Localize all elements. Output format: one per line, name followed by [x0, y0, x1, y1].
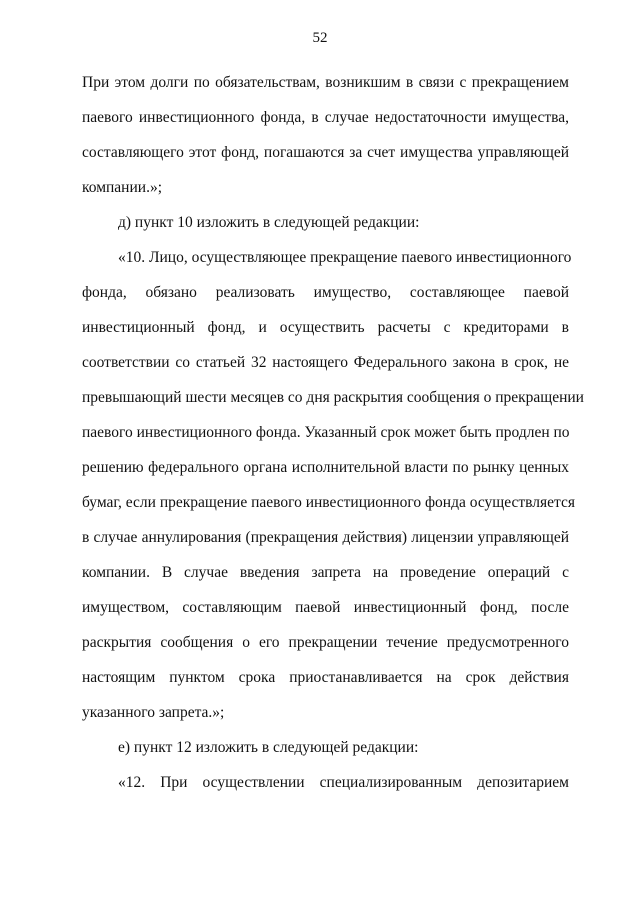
text-line: компании. В случае введения запрета на проведение операций с [82, 564, 569, 581]
text-line: указанного запрета.»; [82, 704, 225, 721]
text-line: паевого инвестиционного фонда. Указанный срок может быть продлен по [82, 424, 570, 441]
text-line: «12. При осуществлении специализированным депозитарием [118, 774, 569, 791]
text-line: При этом долги по обязательствам, возникшим в связи с прекращением [82, 74, 569, 91]
text-line: е) пункт 12 изложить в следующей редакции: [118, 739, 419, 756]
text-line: д) пункт 10 изложить в следующей редакции: [118, 214, 420, 231]
text-line: соответствии со статьей 32 настоящего Федерального закона в срок, не [82, 354, 569, 371]
text-line: бумаг, если прекращение паевого инвестиционного фонда осуществляется [82, 494, 575, 511]
text-line: инвестиционный фонд, и осуществить расчеты с кредиторами в [82, 319, 569, 336]
text-line: решению федерального органа исполнительной власти по рынку ценных [82, 459, 569, 476]
text-line: фонда, обязано реализовать имущество, составляющее паевой [82, 284, 569, 301]
text-line: составляющего этот фонд, погашаются за счет имущества управляющей [82, 144, 569, 161]
text-line: превышающий шести месяцев со дня раскрытия сообщения о прекращении [82, 389, 584, 406]
text-line: имуществом, составляющим паевой инвестиционный фонд, после [82, 599, 569, 616]
text-line: компании.»; [82, 179, 162, 196]
text-line: «10. Лицо, осуществляющее прекращение паевого инвестиционного [118, 249, 572, 266]
text-line: паевого инвестиционного фонда, в случае недостаточности имущества, [82, 109, 569, 126]
page-number: 52 [312, 30, 328, 46]
text-line: настоящим пунктом срока приостанавливается на срок действия [82, 669, 569, 686]
text-line: в случае аннулирования (прекращения действия) лицензии управляющей [82, 529, 569, 546]
text-line: раскрытия сообщения о его прекращении течение предусмотренного [82, 634, 569, 651]
